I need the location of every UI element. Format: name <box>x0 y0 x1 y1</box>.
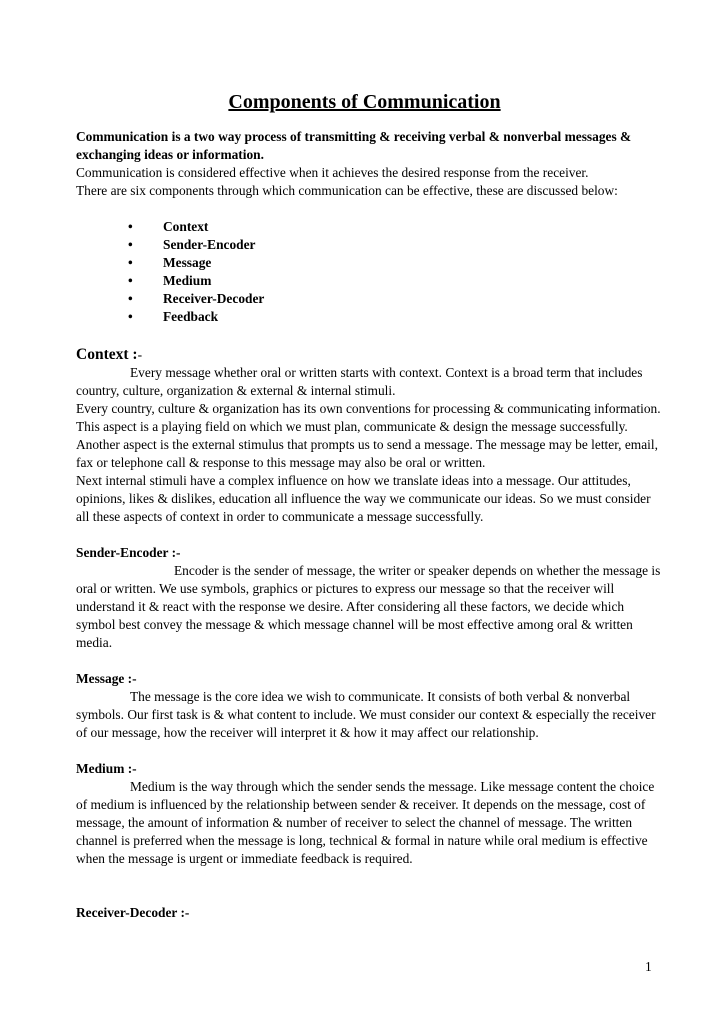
context-p1-text: Every message whether oral or written starts with context. Context is a broad term that includes country, culture, organization & external & internal stimuli. <box>76 365 643 398</box>
message-paragraph <box>76 688 666 742</box>
bullet-icon: • <box>128 273 133 288</box>
list-item-label: Receiver-Decoder <box>163 291 265 306</box>
list-item <box>76 236 666 254</box>
intro-components: There are six components through which communication can be effective, these are discussed below: <box>76 183 618 198</box>
context-paragraph-2: Every country, culture & organization has its own conventions for processing & communicating information. This aspect is a playing field on which we must plan, communicate & design the message successfully. <box>76 401 661 434</box>
list-item-label: Context <box>163 219 209 234</box>
sender-p1-text: Encoder is the sender of message, the writer or speaker depends on whether the message is oral or written. We use symbols, graphics or pictures to express our message so that the receiver will understand it & react with the response we desire. After considering all these factors, we decide which symbol best convey the message & which message channel will be most effective among oral & written media. <box>76 563 661 650</box>
medium-paragraph <box>76 778 666 868</box>
medium-p1-text: Medium is the way through which the sender sends the message. Like message content the choice of medium is influenced by the relationship between sender & receiver. It depends on the message, cost of message, the amount of information & number of receiver to select the channel of message. The written channel is preferred when the message is long, technical & formal in nature while oral medium is effective when the message is urgent or immediate feedback is required. <box>76 779 655 866</box>
page-number: 1 <box>645 959 652 974</box>
sender-paragraph <box>76 562 666 652</box>
bullet-icon: • <box>128 219 133 234</box>
list-item-label: Message <box>163 255 212 270</box>
context-paragraph-4: Next internal stimuli have a complex influence on how we translate ideas into a message. Our attitudes, opinions, likes & dislikes, education all influence the way we communicate our ideas. So we must consider all these aspects of context in order to communicate a message successfully. <box>76 473 651 524</box>
list-item <box>76 254 666 272</box>
section-heading-medium: Medium :- <box>76 761 137 776</box>
message-p1-text: The message is the core idea we wish to communicate. It consists of both verbal & nonverbal symbols. Our first task is & what content to include. We must consider our context & especially the receiver of our message, how the receiver will interpret it & how it may affect our relationship. <box>76 689 656 740</box>
list-item-label: Feedback <box>163 309 219 324</box>
intro-definition: Communication is a two way process of transmitting & receiving verbal & nonverbal messages & exchanging ideas or information. <box>76 129 632 162</box>
context-paragraph-3: Another aspect is the external stimulus that prompts us to send a message. The message may be letter, email, fax or telephone call & response to this message may also be oral or written. <box>76 437 658 470</box>
context-paragraph-1 <box>76 364 666 400</box>
list-item-label: Medium <box>163 273 212 288</box>
bullet-icon: • <box>128 291 133 306</box>
list-item <box>76 290 666 308</box>
context-heading-suffix: - <box>137 347 143 362</box>
bullet-icon: • <box>128 255 133 270</box>
list-item <box>76 272 666 290</box>
section-heading-message: Message :- <box>76 671 137 686</box>
components-list <box>76 218 666 326</box>
bullet-icon: • <box>128 309 133 324</box>
bullet-icon: • <box>128 237 133 252</box>
list-item-label: Sender-Encoder <box>163 237 256 252</box>
section-heading-receiver: Receiver-Decoder :- <box>76 905 190 920</box>
document-body <box>76 128 666 922</box>
section-heading-context <box>76 346 666 364</box>
list-item <box>76 218 666 236</box>
section-heading-sender: Sender-Encoder :- <box>76 545 181 560</box>
context-heading-text: Context : <box>76 346 138 363</box>
intro-effectiveness: Communication is considered effective when it achieves the desired response from the receiver. <box>76 165 589 180</box>
list-item <box>76 308 666 326</box>
page-title: Components of Communication <box>228 91 501 113</box>
